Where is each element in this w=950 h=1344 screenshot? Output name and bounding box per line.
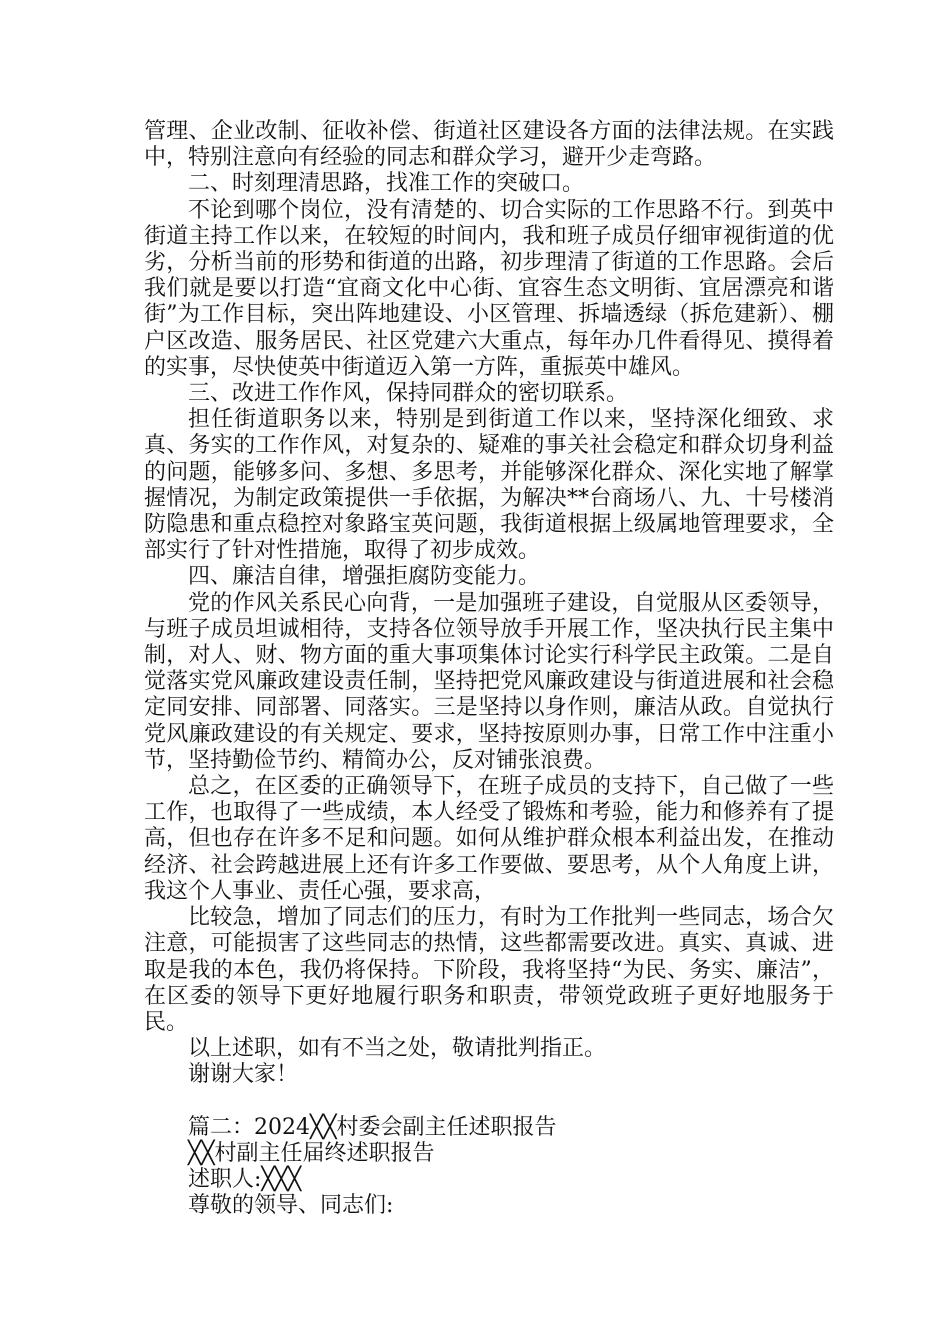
document-body xyxy=(144,119,834,1220)
blank-line xyxy=(144,1089,834,1115)
paragraph-law-study: 管理、企业改制、征收补偿、街道社区建设各方面的法律法规。在实践中，特别注意向有经验的同志和群众学习，避开少走弯路。 xyxy=(144,119,834,171)
paragraph-thanks: 谢谢大家！ xyxy=(188,1062,299,1088)
report-title: ╳╳村副主任届终述职报告 xyxy=(188,1140,435,1166)
paragraph-work-ideas: 不论到哪个岗位，没有清楚的、切合实际的工作思路不行。到英中街道主持工作以来，在较短的时间内，我和班子成员仔细审视街道的优劣，分析当前的形势和街道的出路，初步理清了街道的工作思路。会后我们就是要以打造“宜商文化中心街、宜容生态文明街、宜居漂亮和谐街”为工作目标，突出阵地建设、小区管理、拆墙透绿（拆危建新）、棚户区改造、服务居民、社区党建六大重点，每年办几件看得见、摸得着的实事，尽快使英中街道迈入第一方阵，重振英中雄风。 xyxy=(144,197,834,380)
paragraph-summary: 总之，在区委的正确领导下，在班子成员的支持下，自己做了一些工作，也取得了一些成绩，本人经受了锻炼和考验，能力和修养有了提高，但也存在许多不足和问题。如何从维护群众根本利益出发，在推动经济、社会跨越进展上还有许多工作要做、要思考，从个人角度上讲，我这个人事业、责任心强，要求高， xyxy=(144,774,834,904)
section-title: 篇二：2024╳╳村委会副主任述职报告 xyxy=(188,1114,557,1140)
paragraph-closing: 以上述职，如有不当之处，敬请批判指正。 xyxy=(188,1036,607,1062)
reporter-line: 述职人:╳╳╳ xyxy=(188,1167,302,1193)
paragraph-work-style: 担任街道职务以来，特别是到街道工作以来，坚持深化细致、求真、务实的工作作风，对复杂的、疑难的事关社会稳定和群众切身利益的问题，能够多问、多想、多思考，并能够深化群众、深化实地了解掌握情况，为制定政策提供一手依据，为解决**台商场八、九、十号楼消防隐患和重点稳控对象路宝英问题，我街道根据上级属地管理要求，全部实行了针对性措施，取得了初步成效。 xyxy=(144,407,834,564)
heading-work-style: 三、改进工作作风，保持同群众的密切联系。 xyxy=(188,381,629,407)
paragraph-integrity: 党的作风关系民心向背，一是加强班子建设，自觉服从区委领导，与班子成员坦诚相待，支持各位领导放手开展工作，坚决执行民主集中制，对人、财、物方面的重大事项集体讨论实行科学民主政策。二是自觉落实党风廉政建设责任制，坚持把党风廉政建设与街道进展和社会稳定同安排、同部署、同落实。三是坚持以身作则，廉洁从政。自觉执行党风廉政建设的有关规定、要求，坚持按原则办事，日常工作中注重小节，坚持勤俭节约、精简办公，反对铺张浪费。 xyxy=(144,590,834,773)
heading-clear-thinking: 二、时刻理清思路，找准工作的突破口。 xyxy=(188,171,585,197)
paragraph-shortcomings: 比较急，增加了同志们的压力，有时为工作批判一些同志，场合欠注意，可能损害了这些同志的热情，这些都需要改进。真实、真诚、进取是我的本色，我仍将保持。下阶段，我将坚持“为民、务实、廉洁”，在区委的领导下更好地履行职务和职责，带领党政班子更好地服务于民。 xyxy=(144,905,834,1035)
heading-integrity: 四、廉洁自律，增强拒腐防变能力。 xyxy=(188,564,541,590)
salutation: 尊敬的领导、同志们: xyxy=(188,1193,394,1219)
